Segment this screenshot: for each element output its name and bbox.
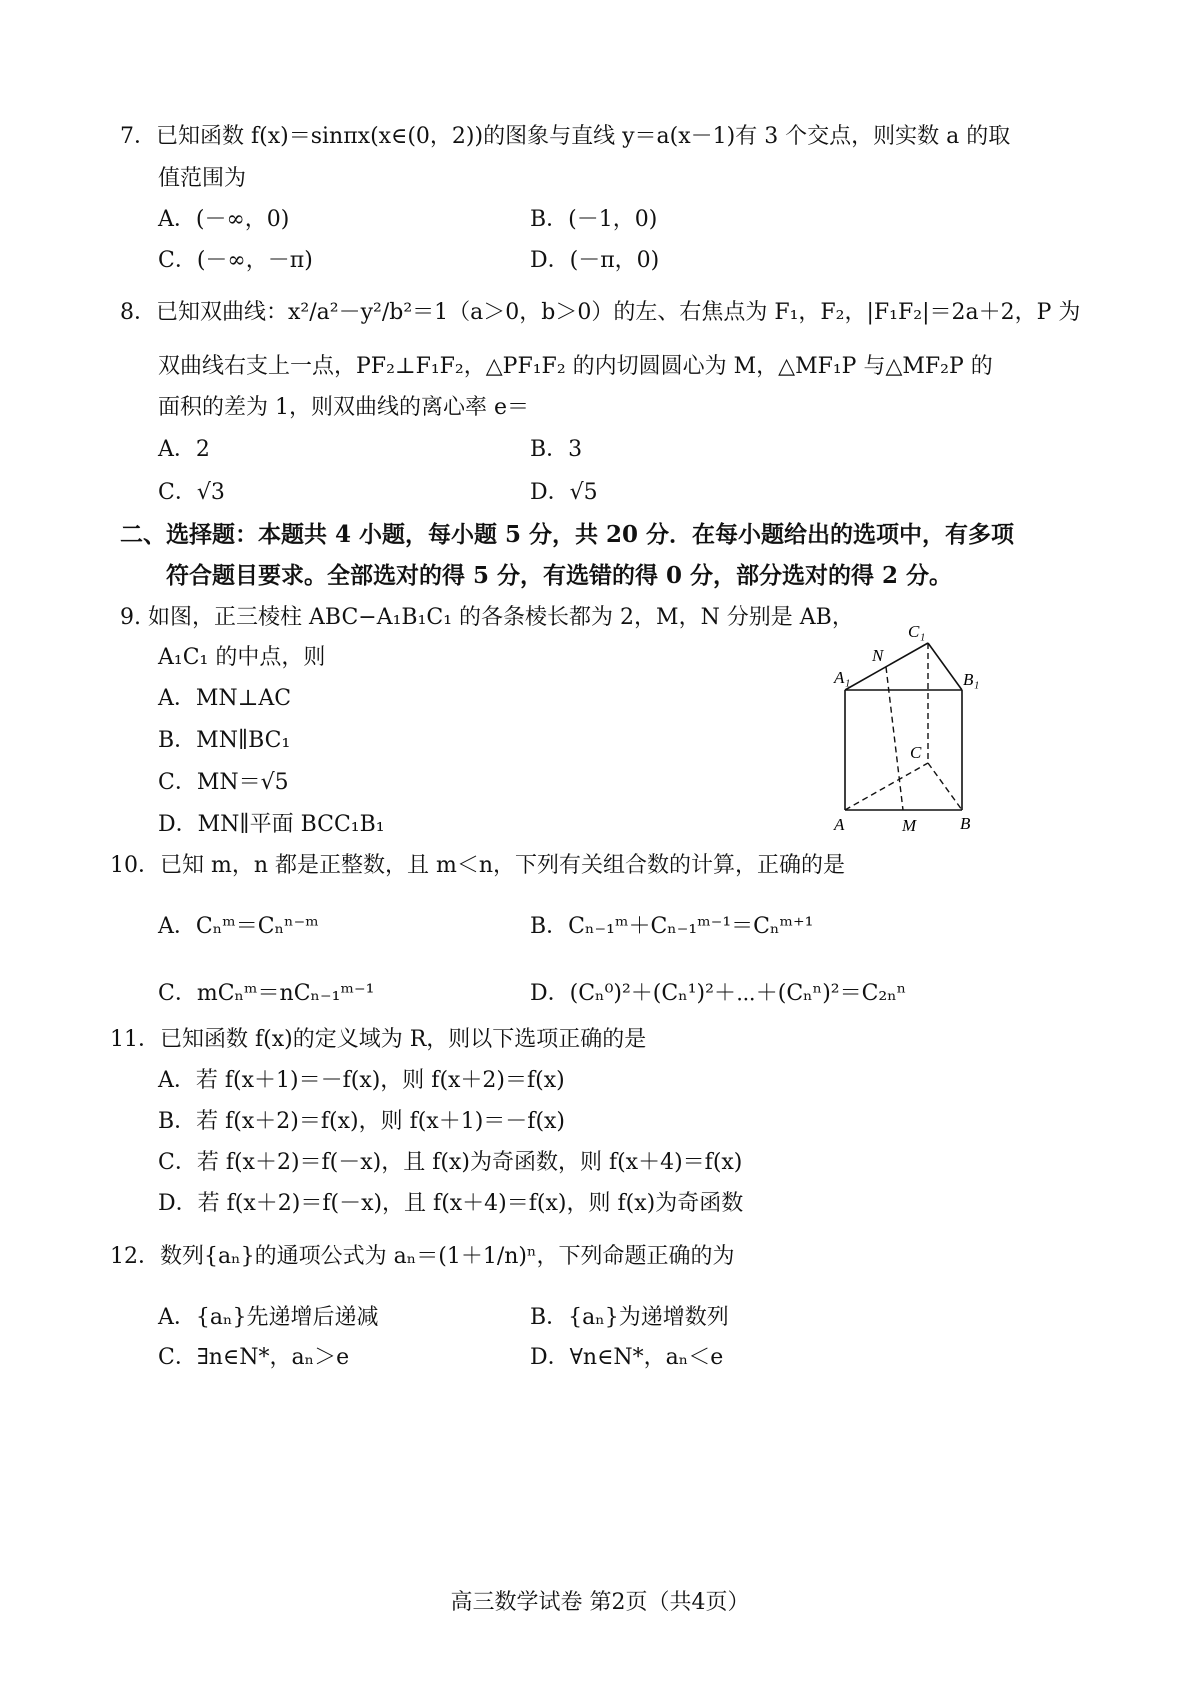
q7-option-a: A．(－∞，0) xyxy=(158,207,290,232)
q9-option-d: D．MN∥平面 BCC₁B₁ xyxy=(158,812,385,837)
label-c: C xyxy=(910,743,922,762)
q9-stem-line2: A₁C₁ 的中点，则 xyxy=(158,645,326,670)
q8-stem-line2: 双曲线右支上一点，PF₂⊥F₁F₂，△PF₁F₂ 的内切圆圆心为 M，△MF₁P 与△MF₂P 的 xyxy=(158,354,993,379)
edge-c-b xyxy=(928,763,962,810)
q10-option-b: B．Cₙ₋₁ᵐ＋Cₙ₋₁ᵐ⁻¹＝Cₙᵐ⁺¹ xyxy=(530,914,814,939)
q8-stem-line3: 面积的差为 1，则双曲线的离心率 e＝ xyxy=(158,395,530,420)
q9-option-a: A．MN⊥AC xyxy=(158,686,292,711)
q12-stem: 12．数列{aₙ}的通项公式为 aₙ＝(1＋1/n)ⁿ，下列命题正确的为 xyxy=(110,1244,735,1269)
q12-option-c: C．∃n∈N*，aₙ＞e xyxy=(158,1345,350,1370)
q8-option-d: D．√5 xyxy=(530,480,598,505)
q8-option-a: A．2 xyxy=(158,437,210,462)
label-a1: A₁ xyxy=(834,668,851,687)
label-b: B xyxy=(960,814,971,833)
page-footer: 高三数学试卷 第2页（共4页） xyxy=(450,1590,750,1615)
q11-option-b: B．若 f(x＋2)＝f(x)，则 f(x＋1)＝－f(x) xyxy=(158,1109,566,1134)
q8-option-b: B．3 xyxy=(530,437,583,462)
edge-a-c xyxy=(845,763,928,810)
q10-option-c: C．mCₙᵐ＝nCₙ₋₁ᵐ⁻¹ xyxy=(158,981,375,1006)
q9-option-c: C．MN＝√5 xyxy=(158,770,289,795)
prism-figure xyxy=(820,615,990,840)
label-n: N xyxy=(872,646,884,665)
label-c1: C₁ xyxy=(908,622,926,641)
q7-option-c: C．(－∞，－π) xyxy=(158,248,313,273)
label-a: A xyxy=(834,815,845,834)
section2-heading-line1: 二、选择题：本题共 4 小题，每小题 5 分，共 20 分．在每小题给出的选项中，有多项 xyxy=(120,521,1015,548)
q7-option-b: B．(－1，0) xyxy=(530,207,658,232)
q11-option-c: C．若 f(x＋2)＝f(－x)，且 f(x)为奇函数，则 f(x＋4)＝f(x) xyxy=(158,1150,743,1175)
q8-stem-line1: 8．已知双曲线：x²/a²－y²/b²＝1（a＞0，b＞0）的左、右焦点为 F₁，F₂，|F₁F₂|＝2a＋2，P 为 xyxy=(120,300,1081,325)
section2-heading-line2: 符合题目要求。全部选对的得 5 分，有选错的得 0 分，部分选对的得 2 分。 xyxy=(166,562,953,589)
edge-c1-b1 xyxy=(928,643,962,690)
q9-stem-line1: 9. 如图，正三棱柱 ABC−A₁B₁C₁ 的各条棱长都为 2，M，N 分别是 AB， xyxy=(120,605,854,630)
q11-option-a: A．若 f(x＋1)＝－f(x)，则 f(x＋2)＝f(x) xyxy=(158,1068,565,1093)
edge-a1-c1 xyxy=(845,643,928,690)
q7-stem-line2: 值范围为 xyxy=(158,166,247,191)
q12-option-b: B．{aₙ}为递增数列 xyxy=(530,1305,729,1330)
q7-stem-line1: 7．已知函数 f(x)＝sinπx(x∈(0，2))的图象与直线 y＝a(x－1)有 3 个交点，则实数 a 的取 xyxy=(120,124,1011,149)
q12-option-d: D．∀n∈N*，aₙ＜e xyxy=(530,1345,724,1370)
q11-option-d: D．若 f(x＋2)＝f(－x)，且 f(x＋4)＝f(x)，则 f(x)为奇函数 xyxy=(158,1191,744,1216)
label-m: M xyxy=(902,816,917,835)
q7-option-d: D．(－π，0) xyxy=(530,248,660,273)
q11-stem: 11．已知函数 f(x)的定义域为 R，则以下选项正确的是 xyxy=(110,1027,647,1052)
q10-option-a: A．Cₙᵐ＝Cₙⁿ⁻ᵐ xyxy=(158,914,319,939)
q8-option-c: C．√3 xyxy=(158,480,225,505)
q9-option-b: B．MN∥BC₁ xyxy=(158,728,291,753)
label-b1: B₁ xyxy=(963,670,980,689)
q10-option-d: D．(Cₙ⁰)²＋(Cₙ¹)²＋⋯＋(Cₙⁿ)²＝C₂ₙⁿ xyxy=(530,981,907,1006)
segment-m-n xyxy=(886,667,903,810)
q10-stem: 10．已知 m，n 都是正整数，且 m＜n，下列有关组合数的计算，正确的是 xyxy=(110,853,846,878)
q12-option-a: A．{aₙ}先递增后递减 xyxy=(158,1305,379,1330)
